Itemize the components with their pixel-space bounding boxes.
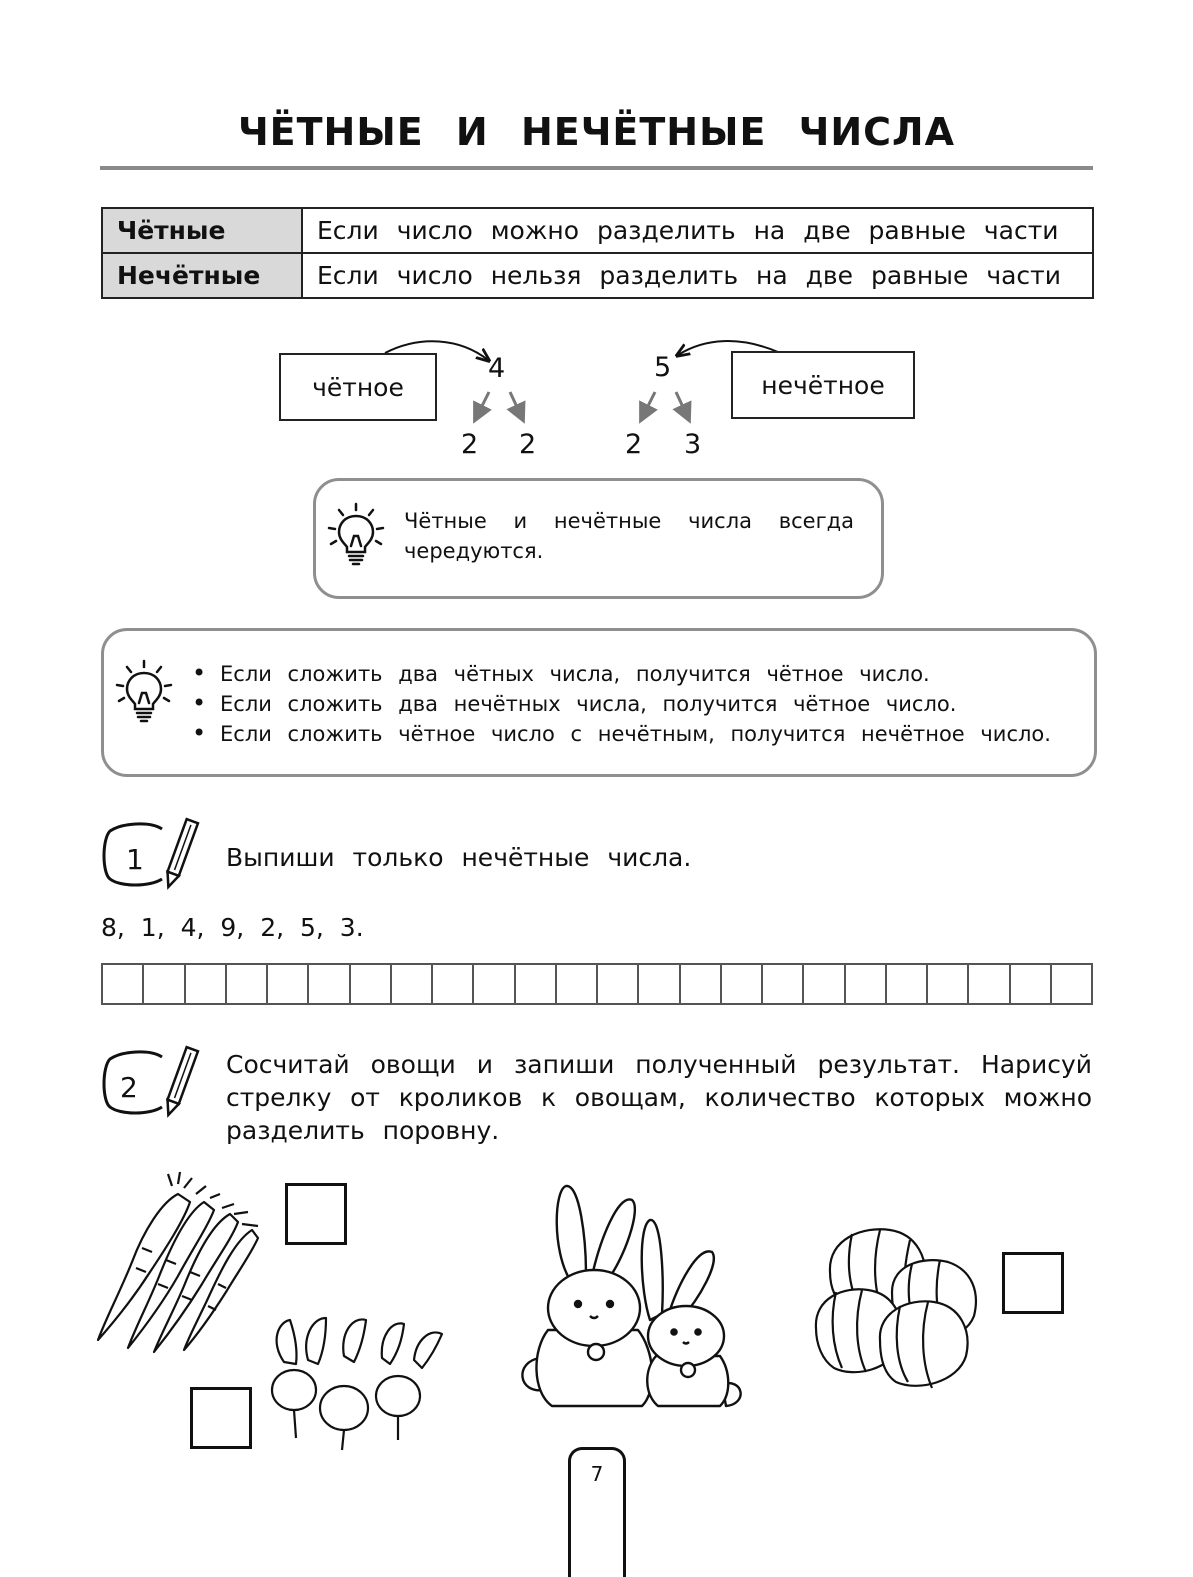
beets-illustration [264, 1312, 454, 1452]
number-sequence: 8, 1, 4, 9, 2, 5, 3. [101, 913, 364, 942]
table-row [102, 253, 1093, 298]
answer-cell[interactable] [804, 965, 845, 1003]
answer-cell[interactable] [887, 965, 928, 1003]
even-part-1: 2 [461, 429, 479, 460]
task-2-badge [100, 1043, 200, 1123]
answer-cell[interactable] [103, 965, 144, 1003]
term-even: Чётные [102, 208, 302, 253]
answer-cell[interactable] [969, 965, 1010, 1003]
addition-rules-list [192, 659, 1051, 749]
answer-cell[interactable] [516, 965, 557, 1003]
lightbulb-icon [327, 502, 385, 566]
even-number: 4 [488, 353, 506, 384]
answer-cell[interactable] [557, 965, 598, 1003]
answer-cell[interactable] [474, 965, 515, 1003]
definition-odd: Если число нельзя разделить на две равные части [302, 253, 1093, 298]
answer-cell-row[interactable] [101, 963, 1093, 1005]
lightbulb-icon [115, 659, 173, 723]
task-2-number: 2 [120, 1071, 138, 1104]
odd-part-2: 3 [684, 429, 702, 460]
task-1-badge [100, 815, 200, 895]
answer-cell[interactable] [1052, 965, 1093, 1003]
task-1-instruction: Выпиши только нечётные числа. [226, 843, 692, 872]
table-row [102, 208, 1093, 253]
answer-cell[interactable] [227, 965, 268, 1003]
odd-part-1: 2 [625, 429, 643, 460]
answer-cell[interactable] [392, 965, 433, 1003]
tip-text-alternation: Чётные и нечётные числа всегда чередуются. [404, 509, 854, 563]
answer-cell[interactable] [186, 965, 227, 1003]
answer-cell[interactable] [144, 965, 185, 1003]
pencil-icon [163, 1047, 198, 1117]
list-item: • Если сложить два нечётных числа, получится чётное число. [192, 689, 1051, 719]
task-2-instruction: Сосчитай овощи и запиши полученный результат. Нарисуй стрелку от кроликов к овощам, количество которых можно разделить поровну. [226, 1050, 1092, 1145]
answer-cell[interactable] [1011, 965, 1052, 1003]
rabbits-illustration [508, 1180, 758, 1420]
even-label-box: чётное [279, 353, 437, 421]
task-1-number: 1 [126, 843, 144, 876]
answer-cell[interactable] [268, 965, 309, 1003]
answer-cell[interactable] [722, 965, 763, 1003]
beets-count-box[interactable] [190, 1387, 252, 1449]
definition-even: Если число можно разделить на две равные части [302, 208, 1093, 253]
answer-cell[interactable] [309, 965, 350, 1003]
pencil-icon [163, 819, 198, 889]
split-arrows [0, 330, 1193, 470]
list-item: • Если сложить чётное число с нечётным, получится нечётное число. [192, 719, 1051, 749]
definitions-table [101, 207, 1094, 299]
cabbages-count-box[interactable] [1002, 1252, 1064, 1314]
answer-cell[interactable] [763, 965, 804, 1003]
term-odd: Нечётные [102, 253, 302, 298]
list-item: • Если сложить два чётных числа, получится чётное число. [192, 659, 1051, 689]
odd-label-box: нечётное [731, 351, 915, 419]
answer-cell[interactable] [639, 965, 680, 1003]
answer-cell[interactable] [846, 965, 887, 1003]
answer-cell[interactable] [928, 965, 969, 1003]
carrots-count-box[interactable] [285, 1183, 347, 1245]
carrots-illustration [92, 1168, 272, 1358]
odd-number: 5 [654, 352, 672, 383]
page-title: ЧЁТНЫЕ И НЕЧЁТНЫЕ ЧИСЛА [237, 110, 956, 154]
even-part-2: 2 [519, 429, 537, 460]
cabbages-illustration [812, 1222, 984, 1398]
answer-cell[interactable] [351, 965, 392, 1003]
title-divider [100, 166, 1093, 170]
answer-cell[interactable] [433, 965, 474, 1003]
answer-cell[interactable] [681, 965, 722, 1003]
answer-cell[interactable] [598, 965, 639, 1003]
page-number: 7 [568, 1447, 626, 1577]
